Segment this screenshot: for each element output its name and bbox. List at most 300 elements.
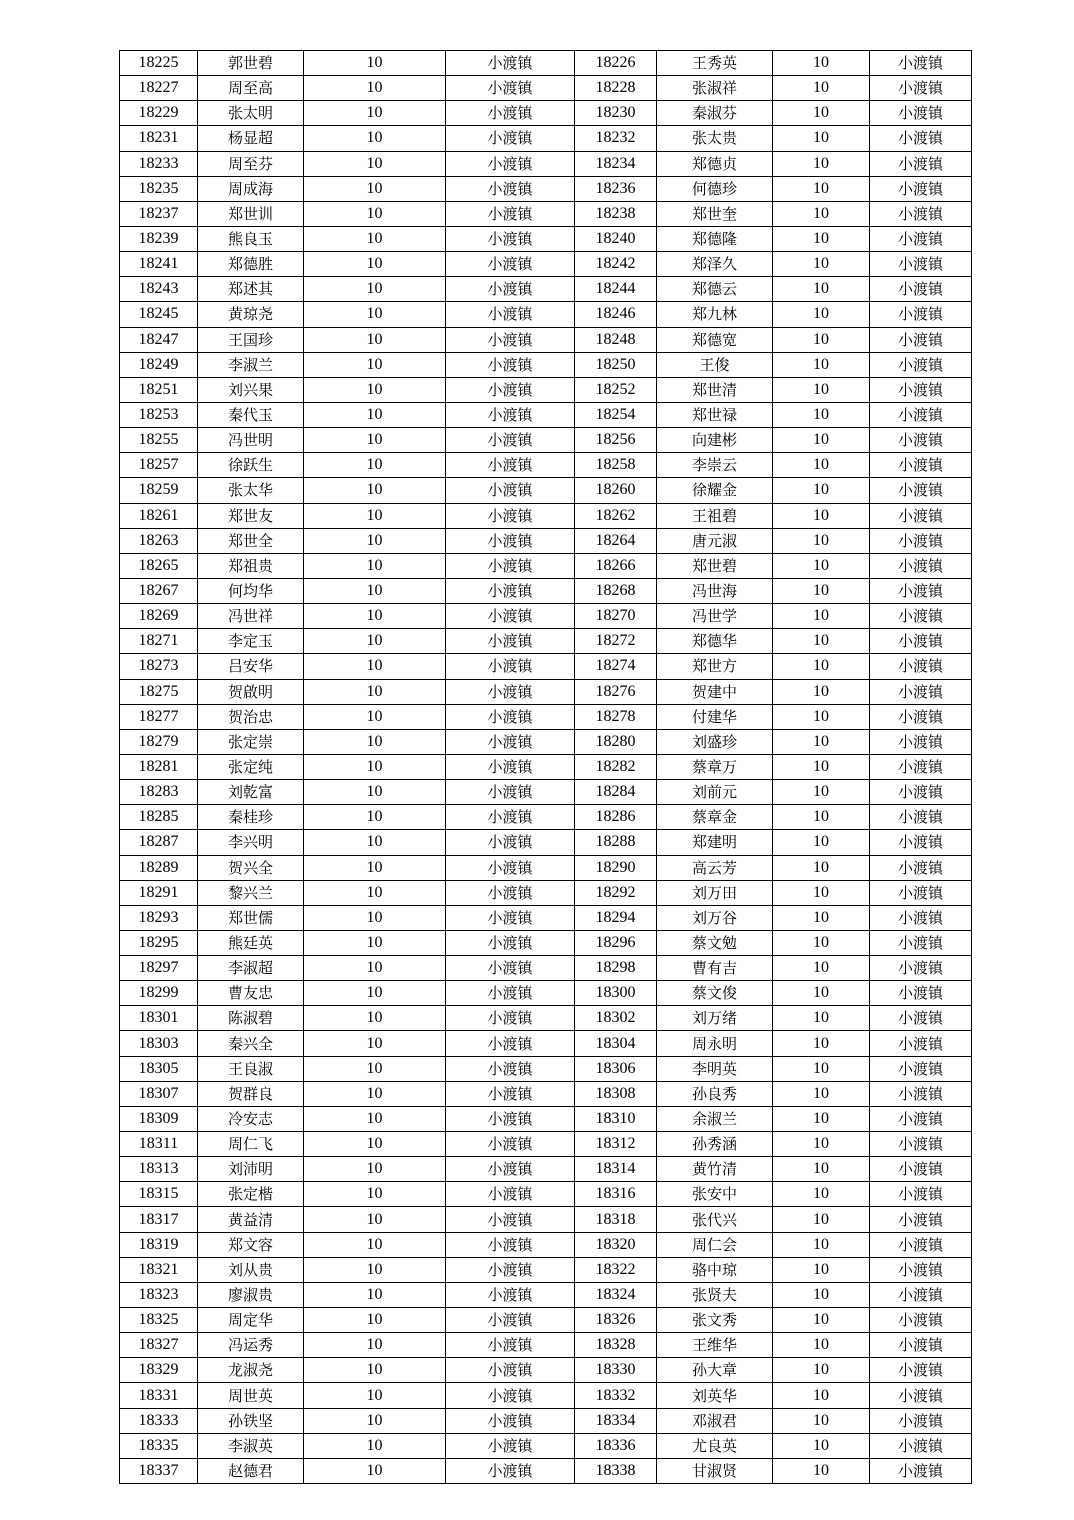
right-record-id-cell: 18336 <box>575 1433 657 1458</box>
left-person-name-cell: 周至高 <box>198 76 304 101</box>
right-town-cell: 小渡镇 <box>870 578 972 603</box>
table-row <box>120 805 972 830</box>
table-row <box>120 327 972 352</box>
right-amount-cell: 10 <box>773 1006 870 1031</box>
left-record-id-cell: 18275 <box>120 679 198 704</box>
left-person-name-cell: 刘乾富 <box>198 780 304 805</box>
right-amount-cell: 10 <box>773 1132 870 1157</box>
left-amount-cell: 10 <box>304 277 446 302</box>
table-row <box>120 478 972 503</box>
right-amount-cell: 10 <box>773 754 870 779</box>
left-town-cell: 小渡镇 <box>446 1383 575 1408</box>
right-record-id-cell: 18226 <box>575 51 657 76</box>
left-person-name-cell: 张太明 <box>198 101 304 126</box>
left-amount-cell: 10 <box>304 654 446 679</box>
left-person-name-cell: 秦兴全 <box>198 1031 304 1056</box>
left-town-cell: 小渡镇 <box>446 377 575 402</box>
right-person-name-cell: 刘万谷 <box>657 905 773 930</box>
right-town-cell: 小渡镇 <box>870 377 972 402</box>
left-amount-cell: 10 <box>304 1408 446 1433</box>
roster-table <box>119 50 972 1484</box>
right-amount-cell: 10 <box>773 1308 870 1333</box>
right-town-cell: 小渡镇 <box>870 402 972 427</box>
left-person-name-cell: 郑祖贵 <box>198 553 304 578</box>
right-person-name-cell: 刘英华 <box>657 1383 773 1408</box>
left-amount-cell: 10 <box>304 201 446 226</box>
right-amount-cell: 10 <box>773 1031 870 1056</box>
table-row <box>120 1132 972 1157</box>
left-person-name-cell: 郑德胜 <box>198 252 304 277</box>
right-person-name-cell: 付建华 <box>657 704 773 729</box>
left-record-id-cell: 18301 <box>120 1006 198 1031</box>
left-person-name-cell: 贺兴全 <box>198 855 304 880</box>
right-town-cell: 小渡镇 <box>870 654 972 679</box>
left-amount-cell: 10 <box>304 754 446 779</box>
left-town-cell: 小渡镇 <box>446 956 575 981</box>
left-person-name-cell: 徐跃生 <box>198 453 304 478</box>
right-record-id-cell: 18260 <box>575 478 657 503</box>
right-amount-cell: 10 <box>773 327 870 352</box>
right-person-name-cell: 李明英 <box>657 1056 773 1081</box>
table-row <box>120 654 972 679</box>
left-amount-cell: 10 <box>304 956 446 981</box>
left-amount-cell: 10 <box>304 1207 446 1232</box>
left-record-id-cell: 18303 <box>120 1031 198 1056</box>
right-town-cell: 小渡镇 <box>870 1257 972 1282</box>
right-record-id-cell: 18288 <box>575 830 657 855</box>
right-person-name-cell: 刘万绪 <box>657 1006 773 1031</box>
right-record-id-cell: 18270 <box>575 604 657 629</box>
left-record-id-cell: 18291 <box>120 880 198 905</box>
right-person-name-cell: 张文秀 <box>657 1308 773 1333</box>
left-town-cell: 小渡镇 <box>446 252 575 277</box>
left-person-name-cell: 郑述其 <box>198 277 304 302</box>
left-record-id-cell: 18273 <box>120 654 198 679</box>
right-record-id-cell: 18298 <box>575 956 657 981</box>
left-amount-cell: 10 <box>304 729 446 754</box>
left-record-id-cell: 18257 <box>120 453 198 478</box>
left-amount-cell: 10 <box>304 402 446 427</box>
left-amount-cell: 10 <box>304 126 446 151</box>
left-person-name-cell: 李淑英 <box>198 1433 304 1458</box>
right-amount-cell: 10 <box>773 956 870 981</box>
left-town-cell: 小渡镇 <box>446 1157 575 1182</box>
right-person-name-cell: 冯世海 <box>657 578 773 603</box>
left-amount-cell: 10 <box>304 302 446 327</box>
left-amount-cell: 10 <box>304 578 446 603</box>
table-row <box>120 1433 972 1458</box>
left-town-cell: 小渡镇 <box>446 981 575 1006</box>
left-record-id-cell: 18247 <box>120 327 198 352</box>
left-town-cell: 小渡镇 <box>446 76 575 101</box>
right-person-name-cell: 黄竹清 <box>657 1157 773 1182</box>
table-row <box>120 855 972 880</box>
left-town-cell: 小渡镇 <box>446 780 575 805</box>
right-amount-cell: 10 <box>773 981 870 1006</box>
right-record-id-cell: 18274 <box>575 654 657 679</box>
left-amount-cell: 10 <box>304 830 446 855</box>
right-amount-cell: 10 <box>773 1182 870 1207</box>
left-town-cell: 小渡镇 <box>446 654 575 679</box>
left-town-cell: 小渡镇 <box>446 528 575 553</box>
table-row <box>120 553 972 578</box>
left-person-name-cell: 王国珍 <box>198 327 304 352</box>
right-town-cell: 小渡镇 <box>870 126 972 151</box>
left-town-cell: 小渡镇 <box>446 503 575 528</box>
left-record-id-cell: 18245 <box>120 302 198 327</box>
right-record-id-cell: 18258 <box>575 453 657 478</box>
right-amount-cell: 10 <box>773 428 870 453</box>
left-town-cell: 小渡镇 <box>446 729 575 754</box>
right-person-name-cell: 曹有吉 <box>657 956 773 981</box>
left-town-cell: 小渡镇 <box>446 1006 575 1031</box>
left-record-id-cell: 18311 <box>120 1132 198 1157</box>
left-person-name-cell: 郑世友 <box>198 503 304 528</box>
left-person-name-cell: 熊良玉 <box>198 226 304 251</box>
left-record-id-cell: 18315 <box>120 1182 198 1207</box>
right-person-name-cell: 高云芳 <box>657 855 773 880</box>
left-person-name-cell: 曹友忠 <box>198 981 304 1006</box>
right-person-name-cell: 蔡章万 <box>657 754 773 779</box>
right-town-cell: 小渡镇 <box>870 1081 972 1106</box>
left-record-id-cell: 18285 <box>120 805 198 830</box>
left-town-cell: 小渡镇 <box>446 428 575 453</box>
left-town-cell: 小渡镇 <box>446 201 575 226</box>
left-amount-cell: 10 <box>304 780 446 805</box>
right-amount-cell: 10 <box>773 905 870 930</box>
right-record-id-cell: 18292 <box>575 880 657 905</box>
right-amount-cell: 10 <box>773 805 870 830</box>
left-town-cell: 小渡镇 <box>446 855 575 880</box>
right-record-id-cell: 18284 <box>575 780 657 805</box>
right-amount-cell: 10 <box>773 277 870 302</box>
left-amount-cell: 10 <box>304 805 446 830</box>
left-amount-cell: 10 <box>304 1006 446 1031</box>
table-row <box>120 930 972 955</box>
right-town-cell: 小渡镇 <box>870 76 972 101</box>
left-town-cell: 小渡镇 <box>446 1056 575 1081</box>
right-record-id-cell: 18294 <box>575 905 657 930</box>
left-record-id-cell: 18241 <box>120 252 198 277</box>
left-person-name-cell: 冷安志 <box>198 1106 304 1131</box>
right-person-name-cell: 唐元淑 <box>657 528 773 553</box>
left-town-cell: 小渡镇 <box>446 1106 575 1131</box>
left-record-id-cell: 18231 <box>120 126 198 151</box>
table-row <box>120 277 972 302</box>
left-town-cell: 小渡镇 <box>446 880 575 905</box>
left-record-id-cell: 18249 <box>120 352 198 377</box>
right-person-name-cell: 郑世方 <box>657 654 773 679</box>
left-person-name-cell: 贺治忠 <box>198 704 304 729</box>
left-amount-cell: 10 <box>304 51 446 76</box>
right-town-cell: 小渡镇 <box>870 604 972 629</box>
left-amount-cell: 10 <box>304 880 446 905</box>
right-amount-cell: 10 <box>773 654 870 679</box>
left-town-cell: 小渡镇 <box>446 1182 575 1207</box>
left-amount-cell: 10 <box>304 1308 446 1333</box>
right-town-cell: 小渡镇 <box>870 1106 972 1131</box>
left-amount-cell: 10 <box>304 428 446 453</box>
left-person-name-cell: 张定楷 <box>198 1182 304 1207</box>
left-amount-cell: 10 <box>304 604 446 629</box>
right-town-cell: 小渡镇 <box>870 1006 972 1031</box>
right-amount-cell: 10 <box>773 729 870 754</box>
right-amount-cell: 10 <box>773 1207 870 1232</box>
right-record-id-cell: 18242 <box>575 252 657 277</box>
right-person-name-cell: 郑德宽 <box>657 327 773 352</box>
right-town-cell: 小渡镇 <box>870 930 972 955</box>
left-record-id-cell: 18237 <box>120 201 198 226</box>
table-row <box>120 201 972 226</box>
right-person-name-cell: 孙良秀 <box>657 1081 773 1106</box>
left-town-cell: 小渡镇 <box>446 679 575 704</box>
left-record-id-cell: 18225 <box>120 51 198 76</box>
right-amount-cell: 10 <box>773 855 870 880</box>
right-person-name-cell: 孙大章 <box>657 1358 773 1383</box>
right-town-cell: 小渡镇 <box>870 805 972 830</box>
right-amount-cell: 10 <box>773 201 870 226</box>
right-record-id-cell: 18280 <box>575 729 657 754</box>
left-town-cell: 小渡镇 <box>446 629 575 654</box>
left-town-cell: 小渡镇 <box>446 1333 575 1358</box>
right-person-name-cell: 刘万田 <box>657 880 773 905</box>
left-record-id-cell: 18335 <box>120 1433 198 1458</box>
right-town-cell: 小渡镇 <box>870 327 972 352</box>
right-town-cell: 小渡镇 <box>870 528 972 553</box>
right-person-name-cell: 余淑兰 <box>657 1106 773 1131</box>
left-town-cell: 小渡镇 <box>446 905 575 930</box>
left-town-cell: 小渡镇 <box>446 1232 575 1257</box>
right-town-cell: 小渡镇 <box>870 1207 972 1232</box>
right-record-id-cell: 18330 <box>575 1358 657 1383</box>
table-row <box>120 629 972 654</box>
left-amount-cell: 10 <box>304 503 446 528</box>
right-town-cell: 小渡镇 <box>870 956 972 981</box>
right-record-id-cell: 18310 <box>575 1106 657 1131</box>
left-record-id-cell: 18317 <box>120 1207 198 1232</box>
right-person-name-cell: 郑德华 <box>657 629 773 654</box>
left-town-cell: 小渡镇 <box>446 1308 575 1333</box>
right-amount-cell: 10 <box>773 1106 870 1131</box>
left-person-name-cell: 张定崇 <box>198 729 304 754</box>
right-town-cell: 小渡镇 <box>870 1232 972 1257</box>
left-record-id-cell: 18287 <box>120 830 198 855</box>
left-record-id-cell: 18325 <box>120 1308 198 1333</box>
left-town-cell: 小渡镇 <box>446 1433 575 1458</box>
table-row <box>120 302 972 327</box>
right-record-id-cell: 18240 <box>575 226 657 251</box>
right-record-id-cell: 18256 <box>575 428 657 453</box>
left-record-id-cell: 18267 <box>120 578 198 603</box>
table-row <box>120 528 972 553</box>
left-person-name-cell: 冯世明 <box>198 428 304 453</box>
left-record-id-cell: 18313 <box>120 1157 198 1182</box>
table-row <box>120 151 972 176</box>
left-amount-cell: 10 <box>304 252 446 277</box>
table-row <box>120 226 972 251</box>
right-person-name-cell: 郑世碧 <box>657 553 773 578</box>
right-record-id-cell: 18236 <box>575 176 657 201</box>
left-town-cell: 小渡镇 <box>446 1081 575 1106</box>
left-amount-cell: 10 <box>304 629 446 654</box>
right-town-cell: 小渡镇 <box>870 51 972 76</box>
left-town-cell: 小渡镇 <box>446 101 575 126</box>
table-row <box>120 176 972 201</box>
right-amount-cell: 10 <box>773 377 870 402</box>
table-row <box>120 830 972 855</box>
table-row <box>120 754 972 779</box>
left-town-cell: 小渡镇 <box>446 51 575 76</box>
left-town-cell: 小渡镇 <box>446 327 575 352</box>
left-town-cell: 小渡镇 <box>446 1132 575 1157</box>
left-amount-cell: 10 <box>304 1081 446 1106</box>
table-row <box>120 679 972 704</box>
left-record-id-cell: 18331 <box>120 1383 198 1408</box>
right-person-name-cell: 邓淑君 <box>657 1408 773 1433</box>
left-record-id-cell: 18323 <box>120 1282 198 1307</box>
left-amount-cell: 10 <box>304 1182 446 1207</box>
left-record-id-cell: 18307 <box>120 1081 198 1106</box>
table-row <box>120 880 972 905</box>
left-person-name-cell: 孙铁坚 <box>198 1408 304 1433</box>
right-person-name-cell: 贺建中 <box>657 679 773 704</box>
right-amount-cell: 10 <box>773 553 870 578</box>
right-person-name-cell: 郑世禄 <box>657 402 773 427</box>
left-town-cell: 小渡镇 <box>446 151 575 176</box>
right-record-id-cell: 18230 <box>575 101 657 126</box>
table-row <box>120 1383 972 1408</box>
left-town-cell: 小渡镇 <box>446 830 575 855</box>
right-town-cell: 小渡镇 <box>870 855 972 880</box>
left-person-name-cell: 周成海 <box>198 176 304 201</box>
left-amount-cell: 10 <box>304 1458 446 1483</box>
right-person-name-cell: 张安中 <box>657 1182 773 1207</box>
right-town-cell: 小渡镇 <box>870 1182 972 1207</box>
right-amount-cell: 10 <box>773 478 870 503</box>
left-person-name-cell: 秦代玉 <box>198 402 304 427</box>
right-record-id-cell: 18338 <box>575 1458 657 1483</box>
left-record-id-cell: 18321 <box>120 1257 198 1282</box>
right-amount-cell: 10 <box>773 252 870 277</box>
table-row <box>120 1458 972 1483</box>
right-amount-cell: 10 <box>773 930 870 955</box>
right-person-name-cell: 何德珍 <box>657 176 773 201</box>
right-record-id-cell: 18326 <box>575 1308 657 1333</box>
right-person-name-cell: 张淑祥 <box>657 76 773 101</box>
left-record-id-cell: 18293 <box>120 905 198 930</box>
left-person-name-cell: 贺群良 <box>198 1081 304 1106</box>
right-person-name-cell: 周永明 <box>657 1031 773 1056</box>
left-person-name-cell: 赵德君 <box>198 1458 304 1483</box>
right-record-id-cell: 18304 <box>575 1031 657 1056</box>
right-record-id-cell: 18318 <box>575 1207 657 1232</box>
table-row <box>120 1408 972 1433</box>
right-person-name-cell: 刘前元 <box>657 780 773 805</box>
right-person-name-cell: 蔡章金 <box>657 805 773 830</box>
left-amount-cell: 10 <box>304 1358 446 1383</box>
right-person-name-cell: 王秀英 <box>657 51 773 76</box>
right-amount-cell: 10 <box>773 503 870 528</box>
right-town-cell: 小渡镇 <box>870 780 972 805</box>
right-record-id-cell: 18276 <box>575 679 657 704</box>
right-town-cell: 小渡镇 <box>870 1132 972 1157</box>
right-person-name-cell: 郑世奎 <box>657 201 773 226</box>
roster-table-body <box>120 51 972 1484</box>
left-person-name-cell: 龙淑尧 <box>198 1358 304 1383</box>
table-row <box>120 1182 972 1207</box>
table-row <box>120 1031 972 1056</box>
right-town-cell: 小渡镇 <box>870 704 972 729</box>
right-town-cell: 小渡镇 <box>870 201 972 226</box>
left-town-cell: 小渡镇 <box>446 478 575 503</box>
left-person-name-cell: 郑世儒 <box>198 905 304 930</box>
left-record-id-cell: 18235 <box>120 176 198 201</box>
left-record-id-cell: 18227 <box>120 76 198 101</box>
left-record-id-cell: 18297 <box>120 956 198 981</box>
left-amount-cell: 10 <box>304 327 446 352</box>
right-person-name-cell: 郑九林 <box>657 302 773 327</box>
table-row <box>120 578 972 603</box>
table-row <box>120 704 972 729</box>
left-person-name-cell: 王良淑 <box>198 1056 304 1081</box>
right-town-cell: 小渡镇 <box>870 905 972 930</box>
left-person-name-cell: 刘兴果 <box>198 377 304 402</box>
left-person-name-cell: 秦桂珍 <box>198 805 304 830</box>
right-person-name-cell: 尤良英 <box>657 1433 773 1458</box>
left-town-cell: 小渡镇 <box>446 176 575 201</box>
right-person-name-cell: 蔡文勉 <box>657 930 773 955</box>
left-amount-cell: 10 <box>304 553 446 578</box>
right-amount-cell: 10 <box>773 1358 870 1383</box>
right-amount-cell: 10 <box>773 402 870 427</box>
left-person-name-cell: 陈淑碧 <box>198 1006 304 1031</box>
left-person-name-cell: 黄琼尧 <box>198 302 304 327</box>
left-town-cell: 小渡镇 <box>446 1031 575 1056</box>
left-person-name-cell: 黄益清 <box>198 1207 304 1232</box>
left-amount-cell: 10 <box>304 679 446 704</box>
right-person-name-cell: 郑建明 <box>657 830 773 855</box>
left-record-id-cell: 18269 <box>120 604 198 629</box>
left-record-id-cell: 18333 <box>120 1408 198 1433</box>
right-amount-cell: 10 <box>773 528 870 553</box>
table-row <box>120 352 972 377</box>
left-amount-cell: 10 <box>304 981 446 1006</box>
right-town-cell: 小渡镇 <box>870 830 972 855</box>
left-town-cell: 小渡镇 <box>446 352 575 377</box>
left-town-cell: 小渡镇 <box>446 604 575 629</box>
left-amount-cell: 10 <box>304 377 446 402</box>
left-town-cell: 小渡镇 <box>446 277 575 302</box>
left-amount-cell: 10 <box>304 176 446 201</box>
table-row <box>120 1157 972 1182</box>
table-row <box>120 1006 972 1031</box>
right-person-name-cell: 李崇云 <box>657 453 773 478</box>
left-amount-cell: 10 <box>304 1157 446 1182</box>
left-record-id-cell: 18295 <box>120 930 198 955</box>
right-town-cell: 小渡镇 <box>870 176 972 201</box>
table-row <box>120 126 972 151</box>
left-person-name-cell: 郑世训 <box>198 201 304 226</box>
left-town-cell: 小渡镇 <box>446 453 575 478</box>
table-row <box>120 503 972 528</box>
right-person-name-cell: 向建彬 <box>657 428 773 453</box>
left-record-id-cell: 18337 <box>120 1458 198 1483</box>
right-record-id-cell: 18246 <box>575 302 657 327</box>
right-amount-cell: 10 <box>773 679 870 704</box>
right-record-id-cell: 18278 <box>575 704 657 729</box>
right-town-cell: 小渡镇 <box>870 1056 972 1081</box>
right-record-id-cell: 18264 <box>575 528 657 553</box>
